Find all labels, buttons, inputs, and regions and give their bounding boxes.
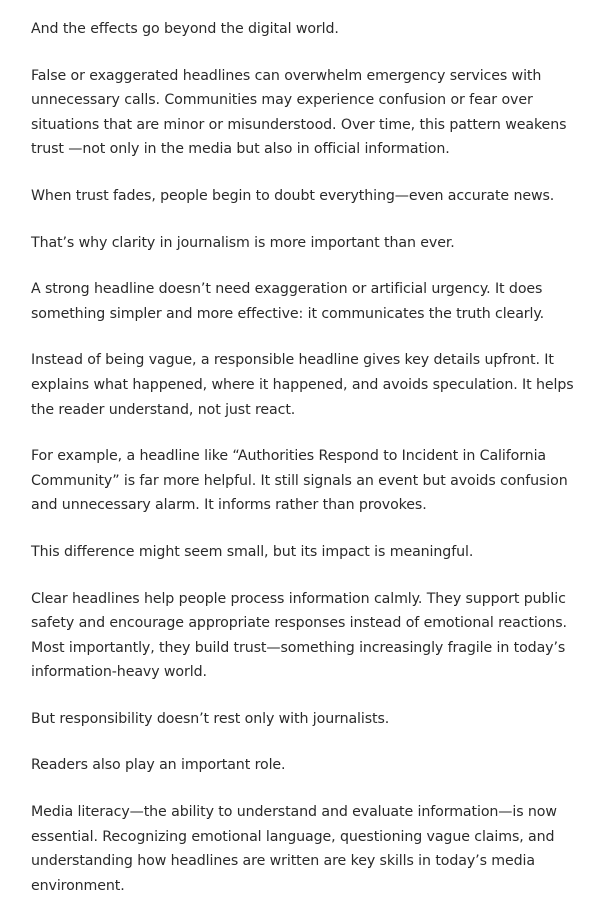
paragraph: And the effects go beyond the digital world. [31,21,339,37]
paragraph: When trust fades, people begin to doubt everything—even accurate news. [31,187,555,204]
paragraph: Instead of being vague, a responsible headline gives key details upfront. It explains what happened, where it happened, and avoids speculation. It helps the reader understand, not just react. [31,352,574,418]
paragraph: Media literacy—the ability to understand and evaluate information—is now essential. Recognizing emotional language, questioning vague claims, and understanding how headlines are written are key skills in today’s media environment. [31,804,557,894]
paragraph: This difference might seem small, but its impact is meaningful. [31,543,474,560]
paragraph: False or exaggerated headlines can overwhelm emergency services with unnecessary calls. Communities may experience confusion or fear over situations that are minor or misunderstood. Over time, this pattern weakens trust —not only in the media but also in official information. [31,67,567,158]
paragraph: That’s why clarity in journalism is more important than ever. [31,234,455,251]
paragraph: For example, a headline like “Authorities Respond to Incident in California Community” is far more helpful. It still signals an event but avoids confusion and unnecessary alarm. It informs rather than provokes. [31,448,568,514]
paragraph: Clear headlines help people process information calmly. They support public safety and encourage appropriate responses instead of emotional reactions. Most importantly, they build trust—something increasingly fragile in today’s information-heavy world. [31,590,567,681]
paragraph: Readers also play an important role. [31,757,286,774]
paragraph: But responsibility doesn’t rest only with journalists. [31,710,390,727]
paragraph: A strong headline doesn’t need exaggeration or artificial urgency. It does something simpler and more effective: it communicates the truth clearly. [31,281,545,322]
